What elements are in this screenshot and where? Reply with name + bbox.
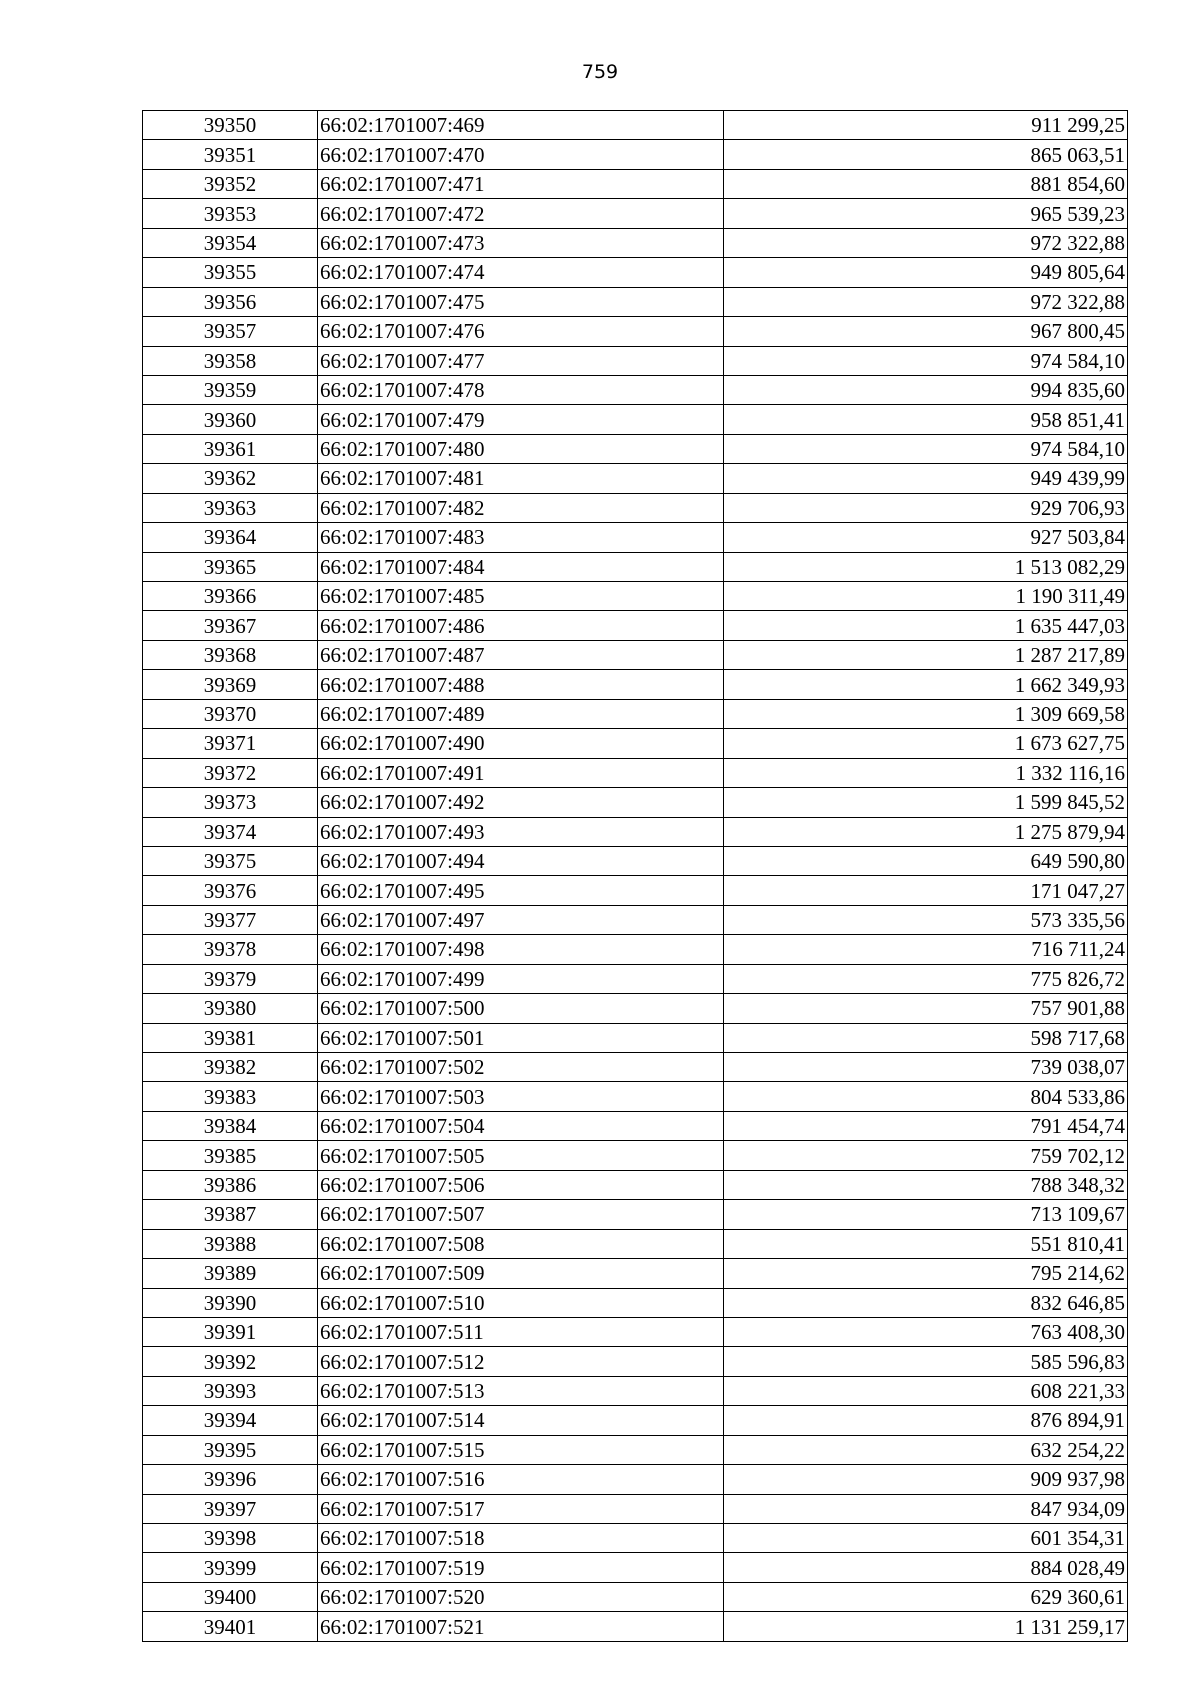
table-row [143, 582, 1128, 611]
row-number-cell: 39390 [143, 1288, 318, 1317]
cadastral-number-cell: 66:02:1701007:494 [318, 846, 724, 875]
table-row [143, 1111, 1128, 1140]
row-number-cell: 39374 [143, 817, 318, 846]
row-number-cell: 39376 [143, 876, 318, 905]
cadastral-number-cell: 66:02:1701007:520 [318, 1582, 724, 1611]
row-number-cell: 39354 [143, 228, 318, 257]
cadastral-number-cell: 66:02:1701007:498 [318, 935, 724, 964]
table-row [143, 1435, 1128, 1464]
cadastral-number-cell: 66:02:1701007:480 [318, 434, 724, 463]
cadastral-value-cell: 757 901,88 [724, 994, 1128, 1023]
row-number-cell: 39383 [143, 1082, 318, 1111]
cadastral-number-cell: 66:02:1701007:503 [318, 1082, 724, 1111]
cadastral-value-cell: 929 706,93 [724, 493, 1128, 522]
cadastral-number-cell: 66:02:1701007:501 [318, 1023, 724, 1052]
table-row [143, 1376, 1128, 1405]
row-number-cell: 39384 [143, 1111, 318, 1140]
cadastral-value-cell: 1 131 259,17 [724, 1612, 1128, 1641]
cadastral-value-cell: 994 835,60 [724, 375, 1128, 404]
row-number-cell: 39375 [143, 846, 318, 875]
row-number-cell: 39358 [143, 346, 318, 375]
table-row [143, 317, 1128, 346]
row-number-cell: 39352 [143, 169, 318, 198]
row-number-cell: 39380 [143, 994, 318, 1023]
cadastral-value-cell: 911 299,25 [724, 111, 1128, 140]
cadastral-number-cell: 66:02:1701007:510 [318, 1288, 724, 1317]
cadastral-value-cell: 1 275 879,94 [724, 817, 1128, 846]
table-row [143, 552, 1128, 581]
cadastral-number-cell: 66:02:1701007:473 [318, 228, 724, 257]
row-number-cell: 39350 [143, 111, 318, 140]
cadastral-number-cell: 66:02:1701007:507 [318, 1200, 724, 1229]
cadastral-number-cell: 66:02:1701007:486 [318, 611, 724, 640]
cadastral-value-cell: 1 309 669,58 [724, 699, 1128, 728]
cadastral-number-cell: 66:02:1701007:483 [318, 523, 724, 552]
row-number-cell: 39377 [143, 905, 318, 934]
table-row [143, 287, 1128, 316]
cadastral-value-cell: 972 322,88 [724, 287, 1128, 316]
cadastral-value-cell: 598 717,68 [724, 1023, 1128, 1052]
table-row [143, 1259, 1128, 1288]
row-number-cell: 39387 [143, 1200, 318, 1229]
row-number-cell: 39389 [143, 1259, 318, 1288]
row-number-cell: 39398 [143, 1524, 318, 1553]
cadastral-value-table [142, 110, 1128, 1642]
cadastral-value-cell: 972 322,88 [724, 228, 1128, 257]
row-number-cell: 39388 [143, 1229, 318, 1258]
row-number-cell: 39369 [143, 670, 318, 699]
cadastral-value-cell: 649 590,80 [724, 846, 1128, 875]
table-row [143, 1200, 1128, 1229]
table-row [143, 758, 1128, 787]
cadastral-value-cell: 1 599 845,52 [724, 788, 1128, 817]
row-number-cell: 39392 [143, 1347, 318, 1376]
cadastral-value-cell: 759 702,12 [724, 1141, 1128, 1170]
table-row [143, 611, 1128, 640]
cadastral-number-cell: 66:02:1701007:490 [318, 729, 724, 758]
table-row [143, 523, 1128, 552]
row-number-cell: 39393 [143, 1376, 318, 1405]
table-row [143, 1317, 1128, 1346]
table-row [143, 1612, 1128, 1641]
table-row [143, 994, 1128, 1023]
cadastral-value-cell: 832 646,85 [724, 1288, 1128, 1317]
table-row [143, 1465, 1128, 1494]
cadastral-number-cell: 66:02:1701007:482 [318, 493, 724, 522]
cadastral-value-cell: 788 348,32 [724, 1170, 1128, 1199]
table-row [143, 1141, 1128, 1170]
cadastral-value-cell: 967 800,45 [724, 317, 1128, 346]
table-row [143, 1023, 1128, 1052]
row-number-cell: 39397 [143, 1494, 318, 1523]
row-number-cell: 39353 [143, 199, 318, 228]
cadastral-number-cell: 66:02:1701007:495 [318, 876, 724, 905]
cadastral-number-cell: 66:02:1701007:487 [318, 640, 724, 669]
table-row [143, 1288, 1128, 1317]
row-number-cell: 39367 [143, 611, 318, 640]
cadastral-value-cell: 632 254,22 [724, 1435, 1128, 1464]
cadastral-number-cell: 66:02:1701007:517 [318, 1494, 724, 1523]
cadastral-number-cell: 66:02:1701007:511 [318, 1317, 724, 1346]
row-number-cell: 39396 [143, 1465, 318, 1494]
row-number-cell: 39362 [143, 464, 318, 493]
cadastral-number-cell: 66:02:1701007:485 [318, 582, 724, 611]
cadastral-number-cell: 66:02:1701007:513 [318, 1376, 724, 1405]
cadastral-value-cell: 171 047,27 [724, 876, 1128, 905]
row-number-cell: 39373 [143, 788, 318, 817]
row-number-cell: 39382 [143, 1053, 318, 1082]
cadastral-number-cell: 66:02:1701007:505 [318, 1141, 724, 1170]
table-row [143, 169, 1128, 198]
cadastral-number-cell: 66:02:1701007:492 [318, 788, 724, 817]
cadastral-value-cell: 1 635 447,03 [724, 611, 1128, 640]
cadastral-value-cell: 585 596,83 [724, 1347, 1128, 1376]
cadastral-number-cell: 66:02:1701007:471 [318, 169, 724, 198]
table-row [143, 1553, 1128, 1582]
cadastral-value-cell: 1 190 311,49 [724, 582, 1128, 611]
cadastral-value-cell: 876 894,91 [724, 1406, 1128, 1435]
table-row [143, 258, 1128, 287]
row-number-cell: 39370 [143, 699, 318, 728]
table-row [143, 640, 1128, 669]
table-row [143, 1229, 1128, 1258]
cadastral-number-cell: 66:02:1701007:502 [318, 1053, 724, 1082]
table-row [143, 405, 1128, 434]
table-row [143, 670, 1128, 699]
cadastral-value-cell: 1 513 082,29 [724, 552, 1128, 581]
cadastral-value-cell: 763 408,30 [724, 1317, 1128, 1346]
cadastral-value-cell: 884 028,49 [724, 1553, 1128, 1582]
cadastral-number-cell: 66:02:1701007:506 [318, 1170, 724, 1199]
table-row [143, 1053, 1128, 1082]
cadastral-value-cell: 791 454,74 [724, 1111, 1128, 1140]
table-row [143, 964, 1128, 993]
cadastral-value-cell: 601 354,31 [724, 1524, 1128, 1553]
cadastral-value-cell: 965 539,23 [724, 199, 1128, 228]
cadastral-value-cell: 974 584,10 [724, 346, 1128, 375]
table-row [143, 375, 1128, 404]
cadastral-value-cell: 1 662 349,93 [724, 670, 1128, 699]
cadastral-number-cell: 66:02:1701007:484 [318, 552, 724, 581]
row-number-cell: 39381 [143, 1023, 318, 1052]
cadastral-value-cell: 795 214,62 [724, 1259, 1128, 1288]
cadastral-number-cell: 66:02:1701007:475 [318, 287, 724, 316]
row-number-cell: 39372 [143, 758, 318, 787]
row-number-cell: 39395 [143, 1435, 318, 1464]
table-row [143, 876, 1128, 905]
table-row [143, 817, 1128, 846]
cadastral-number-cell: 66:02:1701007:477 [318, 346, 724, 375]
cadastral-number-cell: 66:02:1701007:474 [318, 258, 724, 287]
cadastral-value-cell: 949 805,64 [724, 258, 1128, 287]
table-row [143, 729, 1128, 758]
cadastral-number-cell: 66:02:1701007:488 [318, 670, 724, 699]
row-number-cell: 39394 [143, 1406, 318, 1435]
row-number-cell: 39386 [143, 1170, 318, 1199]
row-number-cell: 39378 [143, 935, 318, 964]
cadastral-value-cell: 739 038,07 [724, 1053, 1128, 1082]
table-row [143, 434, 1128, 463]
table-row [143, 464, 1128, 493]
row-number-cell: 39368 [143, 640, 318, 669]
cadastral-value-cell: 1 287 217,89 [724, 640, 1128, 669]
table-row [143, 935, 1128, 964]
row-number-cell: 39379 [143, 964, 318, 993]
cadastral-value-cell: 958 851,41 [724, 405, 1128, 434]
table-row [143, 199, 1128, 228]
cadastral-value-cell: 629 360,61 [724, 1582, 1128, 1611]
row-number-cell: 39371 [143, 729, 318, 758]
table-row [143, 788, 1128, 817]
table-row [143, 699, 1128, 728]
cadastral-number-cell: 66:02:1701007:508 [318, 1229, 724, 1258]
row-number-cell: 39365 [143, 552, 318, 581]
cadastral-number-cell: 66:02:1701007:514 [318, 1406, 724, 1435]
cadastral-number-cell: 66:02:1701007:491 [318, 758, 724, 787]
cadastral-value-cell: 1 673 627,75 [724, 729, 1128, 758]
row-number-cell: 39357 [143, 317, 318, 346]
row-number-cell: 39400 [143, 1582, 318, 1611]
cadastral-value-cell: 847 934,09 [724, 1494, 1128, 1523]
table-row [143, 1494, 1128, 1523]
table-row [143, 1524, 1128, 1553]
table-row [143, 846, 1128, 875]
cadastral-value-cell: 974 584,10 [724, 434, 1128, 463]
row-number-cell: 39391 [143, 1317, 318, 1346]
row-number-cell: 39359 [143, 375, 318, 404]
cadastral-value-cell: 909 937,98 [724, 1465, 1128, 1494]
cadastral-value-cell: 713 109,67 [724, 1200, 1128, 1229]
cadastral-value-cell: 551 810,41 [724, 1229, 1128, 1258]
table-row [143, 493, 1128, 522]
table-row [143, 1170, 1128, 1199]
row-number-cell: 39356 [143, 287, 318, 316]
row-number-cell: 39363 [143, 493, 318, 522]
table-row [143, 346, 1128, 375]
cadastral-number-cell: 66:02:1701007:497 [318, 905, 724, 934]
cadastral-value-cell: 775 826,72 [724, 964, 1128, 993]
table-row [143, 228, 1128, 257]
cadastral-number-cell: 66:02:1701007:515 [318, 1435, 724, 1464]
cadastral-number-cell: 66:02:1701007:476 [318, 317, 724, 346]
cadastral-number-cell: 66:02:1701007:478 [318, 375, 724, 404]
cadastral-value-cell: 804 533,86 [724, 1082, 1128, 1111]
table-row [143, 1082, 1128, 1111]
row-number-cell: 39399 [143, 1553, 318, 1582]
cadastral-value-cell: 573 335,56 [724, 905, 1128, 934]
row-number-cell: 39351 [143, 140, 318, 169]
table-row [143, 1347, 1128, 1376]
row-number-cell: 39401 [143, 1612, 318, 1641]
table-row [143, 111, 1128, 140]
row-number-cell: 39361 [143, 434, 318, 463]
cadastral-number-cell: 66:02:1701007:469 [318, 111, 724, 140]
page-number: 759 [581, 61, 619, 83]
cadastral-value-cell: 881 854,60 [724, 169, 1128, 198]
row-number-cell: 39366 [143, 582, 318, 611]
cadastral-number-cell: 66:02:1701007:512 [318, 1347, 724, 1376]
row-number-cell: 39385 [143, 1141, 318, 1170]
cadastral-value-cell: 716 711,24 [724, 935, 1128, 964]
table-row [143, 1406, 1128, 1435]
cadastral-value-cell: 1 332 116,16 [724, 758, 1128, 787]
cadastral-number-cell: 66:02:1701007:518 [318, 1524, 724, 1553]
table-row [143, 140, 1128, 169]
cadastral-number-cell: 66:02:1701007:504 [318, 1111, 724, 1140]
cadastral-number-cell: 66:02:1701007:493 [318, 817, 724, 846]
cadastral-value-cell: 608 221,33 [724, 1376, 1128, 1405]
cadastral-number-cell: 66:02:1701007:479 [318, 405, 724, 434]
cadastral-number-cell: 66:02:1701007:500 [318, 994, 724, 1023]
cadastral-number-cell: 66:02:1701007:472 [318, 199, 724, 228]
cadastral-number-cell: 66:02:1701007:509 [318, 1259, 724, 1288]
row-number-cell: 39355 [143, 258, 318, 287]
row-number-cell: 39364 [143, 523, 318, 552]
cadastral-number-cell: 66:02:1701007:519 [318, 1553, 724, 1582]
row-number-cell: 39360 [143, 405, 318, 434]
cadastral-value-cell: 949 439,99 [724, 464, 1128, 493]
table-row [143, 1582, 1128, 1611]
cadastral-number-cell: 66:02:1701007:521 [318, 1612, 724, 1641]
table-body [143, 111, 1128, 1642]
cadastral-number-cell: 66:02:1701007:481 [318, 464, 724, 493]
cadastral-number-cell: 66:02:1701007:470 [318, 140, 724, 169]
cadastral-number-cell: 66:02:1701007:516 [318, 1465, 724, 1494]
cadastral-value-cell: 927 503,84 [724, 523, 1128, 552]
cadastral-number-cell: 66:02:1701007:489 [318, 699, 724, 728]
cadastral-number-cell: 66:02:1701007:499 [318, 964, 724, 993]
table-row [143, 905, 1128, 934]
cadastral-value-cell: 865 063,51 [724, 140, 1128, 169]
